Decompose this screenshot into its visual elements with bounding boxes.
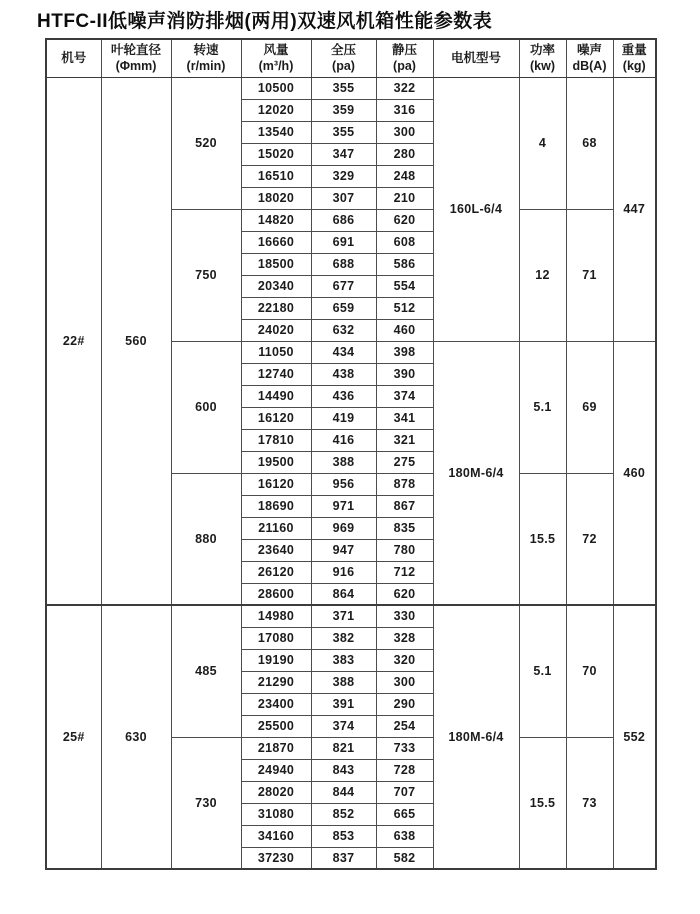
column-header-unit: (kg) <box>622 59 646 74</box>
total-pressure-cell: 864 <box>311 583 376 605</box>
static-pressure-cell: 341 <box>376 407 433 429</box>
weight-cell: 447 <box>613 77 656 341</box>
column-header-name: 噪声 <box>576 43 602 57</box>
total-pressure-cell: 659 <box>311 297 376 319</box>
static-pressure-cell: 780 <box>376 539 433 561</box>
impeller-diameter-cell: 630 <box>101 605 171 869</box>
total-pressure-cell: 374 <box>311 715 376 737</box>
total-pressure-cell: 436 <box>311 385 376 407</box>
air-volume-cell: 23400 <box>241 693 311 715</box>
performance-table <box>45 38 657 870</box>
static-pressure-cell: 878 <box>376 473 433 495</box>
power-cell: 4 <box>519 77 566 209</box>
table-header <box>46 39 656 77</box>
noise-cell: 72 <box>566 473 613 605</box>
column-header-unit: (pa) <box>393 59 416 74</box>
static-pressure-cell: 321 <box>376 429 433 451</box>
static-pressure-cell: 707 <box>376 781 433 803</box>
column-header <box>519 39 566 77</box>
total-pressure-cell: 388 <box>311 671 376 693</box>
air-volume-cell: 24940 <box>241 759 311 781</box>
column-header <box>376 39 433 77</box>
total-pressure-cell: 956 <box>311 473 376 495</box>
column-header-unit: (r/min) <box>186 59 226 74</box>
air-volume-cell: 14980 <box>241 605 311 627</box>
total-pressure-cell: 329 <box>311 165 376 187</box>
column-header-unit: (Φmm) <box>115 59 157 74</box>
table-row <box>46 77 656 99</box>
static-pressure-cell: 280 <box>376 143 433 165</box>
total-pressure-cell: 347 <box>311 143 376 165</box>
weight-cell: 460 <box>613 341 656 605</box>
column-header-unit: dB(A) <box>572 59 607 74</box>
air-volume-cell: 24020 <box>241 319 311 341</box>
static-pressure-cell: 867 <box>376 495 433 517</box>
column-header <box>241 39 311 77</box>
static-pressure-cell: 582 <box>376 847 433 869</box>
total-pressure-cell: 416 <box>311 429 376 451</box>
static-pressure-cell: 254 <box>376 715 433 737</box>
column-header-name: 全压 <box>330 43 356 57</box>
power-cell: 12 <box>519 209 566 341</box>
air-volume-cell: 25500 <box>241 715 311 737</box>
air-volume-cell: 26120 <box>241 561 311 583</box>
total-pressure-cell: 355 <box>311 77 376 99</box>
static-pressure-cell: 733 <box>376 737 433 759</box>
total-pressure-cell: 852 <box>311 803 376 825</box>
air-volume-cell: 28600 <box>241 583 311 605</box>
static-pressure-cell: 320 <box>376 649 433 671</box>
air-volume-cell: 12020 <box>241 99 311 121</box>
air-volume-cell: 10500 <box>241 77 311 99</box>
speed-cell: 485 <box>171 605 241 737</box>
speed-cell: 730 <box>171 737 241 869</box>
total-pressure-cell: 916 <box>311 561 376 583</box>
speed-cell: 600 <box>171 341 241 473</box>
air-volume-cell: 19190 <box>241 649 311 671</box>
column-header-name: 功率 <box>529 43 555 57</box>
static-pressure-cell: 835 <box>376 517 433 539</box>
static-pressure-cell: 390 <box>376 363 433 385</box>
static-pressure-cell: 665 <box>376 803 433 825</box>
total-pressure-cell: 391 <box>311 693 376 715</box>
column-header-name: 电机型号 <box>450 51 501 66</box>
static-pressure-cell: 460 <box>376 319 433 341</box>
total-pressure-cell: 844 <box>311 781 376 803</box>
static-pressure-cell: 330 <box>376 605 433 627</box>
static-pressure-cell: 638 <box>376 825 433 847</box>
speed-cell: 520 <box>171 77 241 209</box>
total-pressure-cell: 355 <box>311 121 376 143</box>
air-volume-cell: 16510 <box>241 165 311 187</box>
total-pressure-cell: 307 <box>311 187 376 209</box>
noise-cell: 73 <box>566 737 613 869</box>
power-cell: 5.1 <box>519 605 566 737</box>
air-volume-cell: 19500 <box>241 451 311 473</box>
motor-model-cell: 160L-6/4 <box>433 77 519 341</box>
static-pressure-cell: 398 <box>376 341 433 363</box>
power-cell: 5.1 <box>519 341 566 473</box>
air-volume-cell: 23640 <box>241 539 311 561</box>
total-pressure-cell: 691 <box>311 231 376 253</box>
column-header-name: 叶轮直径 <box>110 43 161 57</box>
column-header-name: 风量 <box>263 43 289 57</box>
air-volume-cell: 16120 <box>241 407 311 429</box>
static-pressure-cell: 712 <box>376 561 433 583</box>
total-pressure-cell: 837 <box>311 847 376 869</box>
air-volume-cell: 17810 <box>241 429 311 451</box>
total-pressure-cell: 688 <box>311 253 376 275</box>
total-pressure-cell: 686 <box>311 209 376 231</box>
air-volume-cell: 20340 <box>241 275 311 297</box>
total-pressure-cell: 677 <box>311 275 376 297</box>
noise-cell: 71 <box>566 209 613 341</box>
column-header-unit: (kw) <box>530 59 555 74</box>
air-volume-cell: 21160 <box>241 517 311 539</box>
static-pressure-cell: 290 <box>376 693 433 715</box>
air-volume-cell: 16660 <box>241 231 311 253</box>
static-pressure-cell: 512 <box>376 297 433 319</box>
static-pressure-cell: 322 <box>376 77 433 99</box>
noise-cell: 68 <box>566 77 613 209</box>
power-cell: 15.5 <box>519 737 566 869</box>
column-header-name: 转速 <box>193 43 219 57</box>
speed-cell: 880 <box>171 473 241 605</box>
static-pressure-cell: 554 <box>376 275 433 297</box>
total-pressure-cell: 853 <box>311 825 376 847</box>
air-volume-cell: 18690 <box>241 495 311 517</box>
table-body <box>46 77 656 869</box>
column-header <box>566 39 613 77</box>
weight-cell: 552 <box>613 605 656 869</box>
air-volume-cell: 14820 <box>241 209 311 231</box>
static-pressure-cell: 210 <box>376 187 433 209</box>
static-pressure-cell: 374 <box>376 385 433 407</box>
air-volume-cell: 16120 <box>241 473 311 495</box>
total-pressure-cell: 438 <box>311 363 376 385</box>
total-pressure-cell: 969 <box>311 517 376 539</box>
air-volume-cell: 18020 <box>241 187 311 209</box>
air-volume-cell: 11050 <box>241 341 311 363</box>
total-pressure-cell: 359 <box>311 99 376 121</box>
column-header-unit: (pa) <box>332 59 355 74</box>
noise-cell: 70 <box>566 605 613 737</box>
air-volume-cell: 21290 <box>241 671 311 693</box>
air-volume-cell: 31080 <box>241 803 311 825</box>
static-pressure-cell: 300 <box>376 121 433 143</box>
static-pressure-cell: 328 <box>376 627 433 649</box>
air-volume-cell: 17080 <box>241 627 311 649</box>
noise-cell: 69 <box>566 341 613 473</box>
static-pressure-cell: 608 <box>376 231 433 253</box>
speed-cell: 750 <box>171 209 241 341</box>
column-header <box>311 39 376 77</box>
column-header <box>46 39 101 77</box>
air-volume-cell: 22180 <box>241 297 311 319</box>
table-head-row <box>46 39 656 77</box>
power-cell: 15.5 <box>519 473 566 605</box>
air-volume-cell: 12740 <box>241 363 311 385</box>
total-pressure-cell: 971 <box>311 495 376 517</box>
static-pressure-cell: 620 <box>376 209 433 231</box>
machine-no-cell: 25# <box>46 605 101 869</box>
total-pressure-cell: 434 <box>311 341 376 363</box>
total-pressure-cell: 382 <box>311 627 376 649</box>
air-volume-cell: 13540 <box>241 121 311 143</box>
total-pressure-cell: 419 <box>311 407 376 429</box>
total-pressure-cell: 383 <box>311 649 376 671</box>
air-volume-cell: 15020 <box>241 143 311 165</box>
column-header <box>433 39 519 77</box>
static-pressure-cell: 248 <box>376 165 433 187</box>
column-header-unit: (m³/h) <box>258 59 294 74</box>
column-header <box>613 39 656 77</box>
page-title: HTFC-II低噪声消防排烟(两用)双速风机箱性能参数表 <box>37 11 493 32</box>
impeller-diameter-cell: 560 <box>101 77 171 605</box>
total-pressure-cell: 388 <box>311 451 376 473</box>
static-pressure-cell: 275 <box>376 451 433 473</box>
column-header-name: 重量 <box>621 43 647 57</box>
static-pressure-cell: 728 <box>376 759 433 781</box>
air-volume-cell: 14490 <box>241 385 311 407</box>
static-pressure-cell: 316 <box>376 99 433 121</box>
column-header <box>171 39 241 77</box>
motor-model-cell: 180M-6/4 <box>433 341 519 605</box>
air-volume-cell: 28020 <box>241 781 311 803</box>
total-pressure-cell: 821 <box>311 737 376 759</box>
table-row <box>46 605 656 627</box>
static-pressure-cell: 300 <box>376 671 433 693</box>
air-volume-cell: 21870 <box>241 737 311 759</box>
air-volume-cell: 18500 <box>241 253 311 275</box>
column-header-name: 机号 <box>61 51 87 66</box>
total-pressure-cell: 843 <box>311 759 376 781</box>
static-pressure-cell: 620 <box>376 583 433 605</box>
static-pressure-cell: 586 <box>376 253 433 275</box>
total-pressure-cell: 371 <box>311 605 376 627</box>
air-volume-cell: 37230 <box>241 847 311 869</box>
column-header <box>101 39 171 77</box>
motor-model-cell: 180M-6/4 <box>433 605 519 869</box>
air-volume-cell: 34160 <box>241 825 311 847</box>
machine-no-cell: 22# <box>46 77 101 605</box>
total-pressure-cell: 947 <box>311 539 376 561</box>
total-pressure-cell: 632 <box>311 319 376 341</box>
column-header-name: 静压 <box>391 43 417 57</box>
